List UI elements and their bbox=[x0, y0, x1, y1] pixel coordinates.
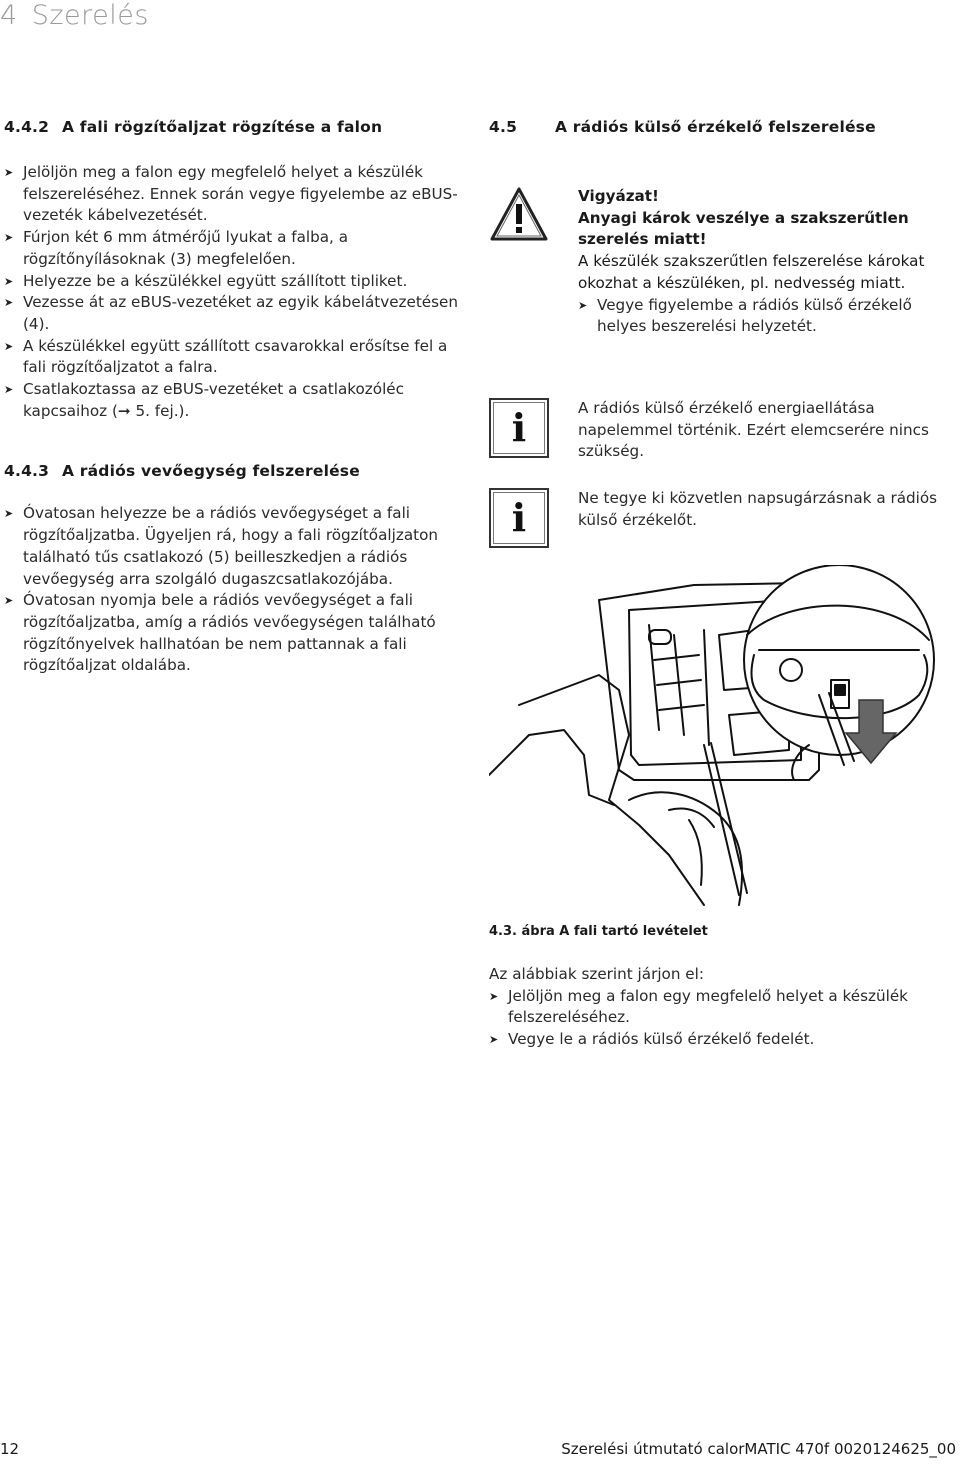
info-text: A rádiós külső érzékelő energiaellátása napelemmel történik. Ezért elemcserére nincs szükség. bbox=[578, 399, 929, 461]
section-heading-4-4-2 bbox=[4, 116, 474, 138]
wall-bracket-removal-illustration bbox=[489, 565, 955, 910]
document-reference: Szerelési útmutató calorMATIC 470f 0020124625_00 bbox=[561, 1440, 956, 1458]
section-number: 4.4.2 bbox=[4, 118, 50, 136]
left-column bbox=[4, 116, 474, 677]
page-number: 12 bbox=[0, 1440, 20, 1458]
warning-text bbox=[578, 186, 955, 338]
info-text: Ne tegye ki közvetlen napsugárzásnak a rádiós külső érzékelőt. bbox=[578, 489, 938, 529]
step-item: ➤ Vezesse át az eBUS-vezetéket az egyik kábelátvezetésen (4). bbox=[4, 292, 474, 335]
step-item: ➤ Óvatosan helyezze be a rádiós vevőegységet a fali rögzítőaljzatba. Ügyeljen rá, hogy a fali rögzítőaljzaton található tűs csatlakozó (5) beilleszkedjen a rádiós vevőegység arra szolgáló dugaszcsatlakozójába. bbox=[4, 503, 474, 590]
step-item: ➤ Helyezze be a készülékkel együtt szállított tipliket. bbox=[4, 271, 474, 293]
procedure-block bbox=[489, 964, 955, 1051]
warning-subtitle: Anyagi károk veszélye a szakszerűtlen szerelés miatt! bbox=[578, 208, 909, 249]
step-list-4-4-2 bbox=[4, 162, 474, 422]
step-item: ➤ Óvatosan nyomja bele a rádiós vevőegységet a fali rögzítőaljzatba, amíg a rádiós vevőegységen található rögzítőnyelvek hallhatóan be nem pattannak a fali rögzítőaljzat oldalába. bbox=[4, 590, 474, 677]
warning-triangle-icon bbox=[489, 186, 549, 242]
procedure-steps bbox=[489, 986, 955, 1051]
step-item: ➤ A készülékkel együtt szállított csavarokkal erősítse fel a fali rögzítőaljzatot a falra. bbox=[4, 336, 474, 379]
info-icon: i bbox=[489, 488, 549, 548]
step-item: ➤ Vegye figyelembe a rádiós külső érzékelő helyes beszerelési helyzetét. bbox=[578, 295, 955, 338]
section-title: A rádiós külső érzékelő felszerelése bbox=[555, 118, 876, 136]
right-column bbox=[489, 116, 955, 540]
section-number: 4.5 bbox=[489, 118, 518, 136]
section-title: A rádiós vevőegység felszerelése bbox=[62, 462, 360, 481]
section-title: A fali rögzítőaljzat rögzítése a falon bbox=[62, 118, 383, 136]
step-item: ➤ Jelöljön meg a falon egy megfelelő helyet a készülék felszereléséhez. Ennek során vegye figyelembe az eBUS-vezeték kábelvezetését. bbox=[4, 162, 474, 227]
section-heading-4-4-3 bbox=[4, 460, 474, 482]
step-item: ➤ Csatlakoztassa az eBUS-vezetéket a csatlakozóléc kapcsaihoz (➞ 5. fej.). bbox=[4, 379, 474, 422]
chapter-title: Szerelés bbox=[31, 0, 149, 31]
info-icon: i bbox=[489, 398, 549, 458]
step-item: ➤ Jelöljön meg a falon egy megfelelő helyet a készülék felszereléséhez. bbox=[489, 986, 955, 1029]
warning-body: A készülék szakszerűtlen felszerelése károkat okozhat a készüléken, pl. nedvesség miatt. bbox=[578, 252, 925, 292]
section-number: 4.4.3 bbox=[4, 462, 50, 481]
chapter-number: 4 bbox=[0, 0, 18, 31]
section-heading-4-5 bbox=[489, 116, 955, 138]
step-item: ➤ Vegye le a rádiós külső érzékelő fedelét. bbox=[489, 1029, 955, 1051]
step-list-4-4-3 bbox=[4, 503, 474, 677]
figure-caption: 4.3. ábra A fali tartó levételet bbox=[489, 924, 708, 939]
step-item: ➤ Fúrjon két 6 mm átmérőjű lyukat a falba, a rögzítőnyílásoknak (3) megfelelően. bbox=[4, 227, 474, 270]
warning-title: Vigyázat! bbox=[578, 187, 659, 205]
warning-steps bbox=[578, 295, 955, 338]
chapter-heading bbox=[0, 0, 149, 31]
procedure-intro: Az alábbiak szerint járjon el: bbox=[489, 965, 704, 983]
